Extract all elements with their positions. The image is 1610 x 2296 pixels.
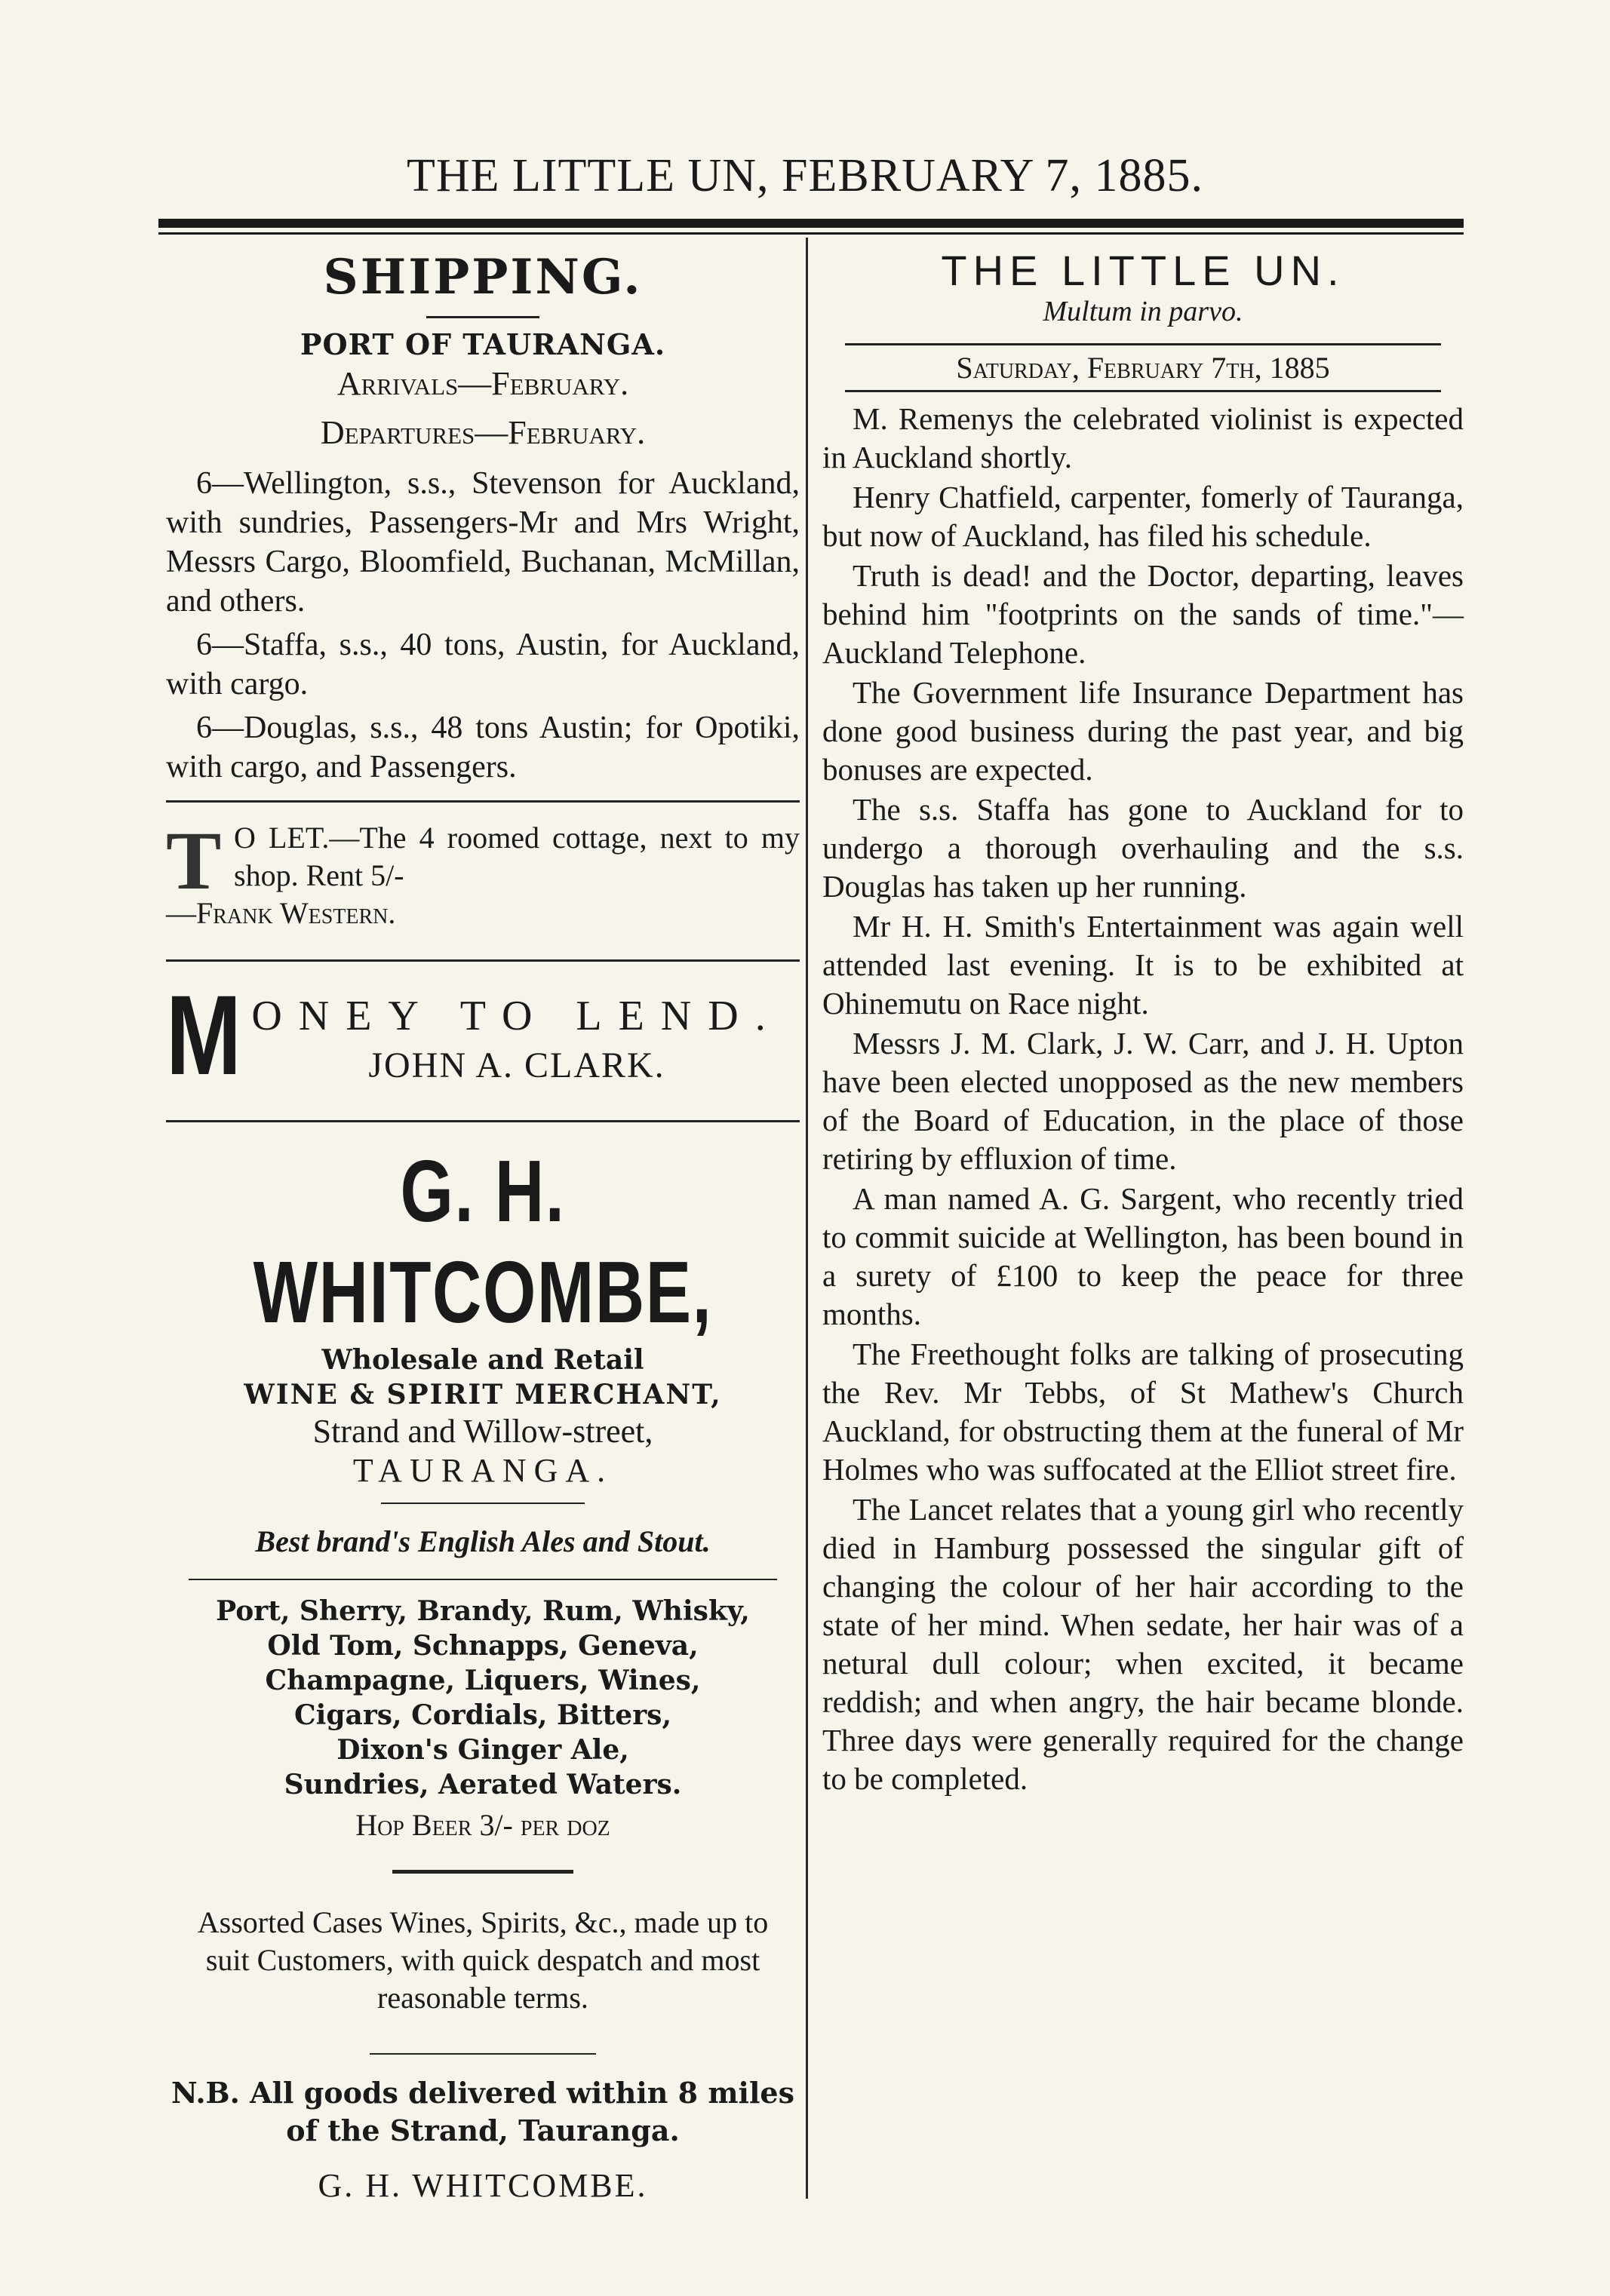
news-item: The Lancet relates that a young girl who recently died in Hamburg possessed the singular gift of changing the colour of her hair according to the state of her mind. When sedate, her hair was of a netural dull colour; when excited, it became reddish; and when angry, the hair became blonde. Three days were generally required for the change to be completed. (822, 1492, 1464, 1796)
divider (426, 316, 539, 318)
drop-cap: T (166, 815, 222, 907)
whitcombe-assorted: Assorted Cases Wines, Spirits, &c., made up to suit Customers, with quick despatch and most reasonable terms. (197, 1905, 769, 2015)
money-line2: JOHN A. CLARK. (368, 1045, 665, 1085)
news-item: The Freethought folks are talking of prosecuting the Rev. Mr Tebbs, of St Mathew's Church Auckland, for obstructing them at the funeral of Mr Holmes who was suffocated at the Elliot street fire. (822, 1337, 1464, 1487)
list-item: Sundries, Aerated Waters. (284, 1769, 682, 1800)
divider (381, 1503, 585, 1504)
port-heading: PORT OF TAURANGA. (300, 327, 666, 361)
divider (370, 2053, 596, 2055)
paper-date: Saturday, February 7th, 1885 (845, 343, 1441, 392)
arrivals-heading: Arrivals—February. (336, 365, 629, 402)
divider (166, 800, 800, 803)
masthead: THE LITTLE UN, FEBRUARY 7, 1885. (406, 150, 1204, 201)
to-let-signature: —Frank Western. (166, 896, 396, 930)
news-item: Messrs J. M. Clark, J. W. Carr, and J. H. Upton have been elected unopposed as the new members of the Board of Education, in the place of those retiring by effluxion of time. (822, 1026, 1464, 1176)
list-item: Dixon's Ginger Ale, (336, 1734, 629, 1766)
column-divider (806, 238, 808, 2199)
departures-heading: Departures—February. (320, 414, 646, 451)
left-column (166, 241, 800, 2205)
whitcombe-nb: N.B. All goods delivered within 8 miles of the Strand, Tauranga. (171, 2076, 794, 2147)
list-item: Cigars, Cordials, Bitters, (294, 1699, 671, 1731)
list-item: Port, Sherry, Brandy, Rum, Whisky, (216, 1595, 750, 1627)
whitcombe-line4: TAURANGA. (352, 1452, 613, 1489)
divider (166, 959, 800, 962)
news-item: A man named A. G. Sargent, who recently tried to commit suicide at Wellington, has been bound in a surety of £100 to keep the peace for three months. (822, 1181, 1464, 1331)
paper-motto: Multum in parvo. (1043, 296, 1243, 327)
money-line1: ONEY TO LEND. (251, 993, 782, 1039)
hop-beer: Hop Beer 3/- per doz (355, 1808, 610, 1842)
whitcombe-list (166, 1594, 800, 1802)
list-item: Old Tom, Schnapps, Geneva, (267, 1630, 699, 1662)
whitcombe-line1: Wholesale and Retail (321, 1344, 644, 1376)
whitcombe-ad (166, 1140, 800, 2205)
to-let-ad (166, 815, 800, 932)
news-item: Henry Chatfield, carpenter, fomerly of Tauranga, but now of Auckland, has filed his schedule. (822, 480, 1464, 553)
news-item: Mr H. H. Smith's Entertainment was again well attended last evening. It is to be exhibited at Ohinemutu on Race night. (822, 909, 1464, 1021)
whitcombe-name: G. H. WHITCOMBE, (253, 1142, 713, 1341)
money-to-lend-ad (166, 972, 800, 1105)
shipping-heading: SHIPPING. (323, 249, 643, 305)
news-item: Truth is dead! and the Doctor, departing, leaves behind him "footprints on the sands of time."—Auckland Telephone. (822, 558, 1464, 670)
divider (166, 1120, 800, 1122)
masthead-rule-thin (158, 232, 1464, 235)
whitcombe-signature: G. H. WHITCOMBE. (318, 2167, 648, 2204)
news-item: M. Remenys the celebrated violinist is expected in Auckland shortly. (822, 401, 1464, 474)
drop-cap: M (166, 972, 241, 1098)
news-item: The s.s. Staffa has gone to Auckland for to undergo a thorough overhauling and the s.s. Douglas has taken up her running. (822, 792, 1464, 904)
whitcombe-line3: Strand and Willow-street, (312, 1413, 653, 1450)
masthead-rule (158, 219, 1464, 228)
shipping-entry: 6—Staffa, s.s., 40 tons, Austin, for Auckland, with cargo. (166, 628, 800, 701)
news-items (822, 400, 1464, 1798)
news-item: The Government life Insurance Department has done good business during the past year, and big bonuses are expected. (822, 675, 1464, 787)
shipping-entry: 6—Wellington, s.s., Stevenson for Auckland, with sundries, Passengers-Mr and Mrs Wright, Messrs Cargo, Bloomfield, Buchanan, McMillan, and others. (166, 466, 800, 619)
shipping-entries (166, 464, 800, 787)
whitcombe-best: Best brand's English Ales and Stout. (255, 1524, 711, 1558)
right-column (822, 241, 1464, 1800)
divider (392, 1870, 573, 1874)
list-item: Champagne, Liquers, Wines, (265, 1665, 701, 1696)
whitcombe-line2: WINE & SPIRIT MERCHANT, (244, 1379, 722, 1410)
to-let-text: O LET.—The 4 roomed cottage, next to my shop. Rent 5/- (234, 821, 800, 892)
divider (189, 1579, 777, 1580)
paper-title: THE LITTLE UN. (941, 247, 1345, 294)
shipping-entry: 6—Douglas, s.s., 48 tons Austin; for Opotiki, with cargo, and Passengers. (166, 711, 800, 784)
